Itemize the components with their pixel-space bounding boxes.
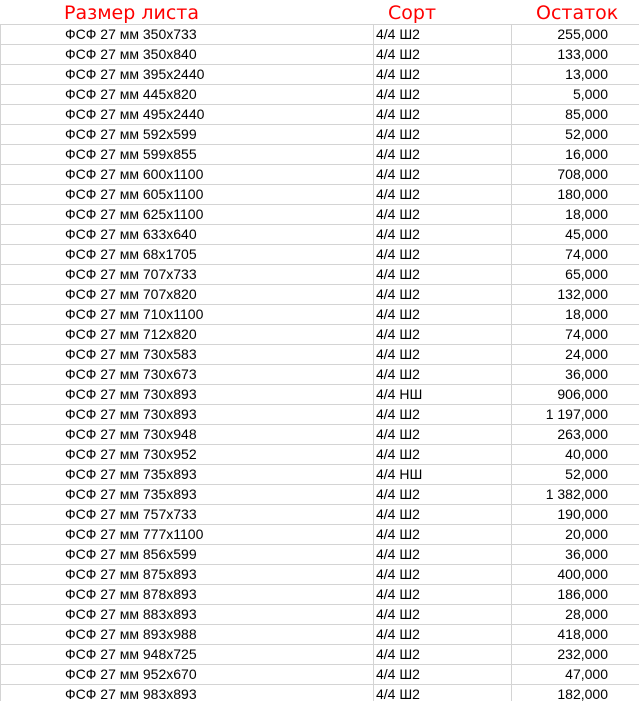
cell-rest[interactable]: 45,000 [511,225,639,244]
cell-rest[interactable]: 36,000 [511,545,639,564]
cell-size[interactable]: ФСФ 27 мм 68x1705 [0,245,373,264]
cell-sort[interactable]: 4/4 Ш2 [373,545,511,564]
cell-rest[interactable]: 85,000 [511,105,639,124]
table-row [0,604,639,624]
cell-rest[interactable]: 263,000 [511,425,639,444]
cell-sort[interactable]: 4/4 Ш2 [373,225,511,244]
table-row [0,164,639,184]
cell-size[interactable]: ФСФ 27 мм 893x988 [0,625,373,644]
cell-sort[interactable]: 4/4 Ш2 [373,325,511,344]
cell-sort[interactable]: 4/4 Ш2 [373,305,511,324]
cell-sort[interactable]: 4/4 НШ [373,385,511,404]
cell-sort[interactable]: 4/4 Ш2 [373,25,511,44]
cell-size[interactable]: ФСФ 27 мм 735x893 [0,465,373,484]
cell-sort[interactable]: 4/4 Ш2 [373,625,511,644]
table-row [0,684,639,701]
table-row [0,304,639,324]
table-row [0,384,639,404]
table-row [0,264,639,284]
table-row [0,644,639,664]
header-rest[interactable]: Остаток [536,2,619,24]
cell-sort[interactable]: 4/4 НШ [373,465,511,484]
cell-sort[interactable]: 4/4 Ш2 [373,405,511,424]
cell-rest[interactable]: 708,000 [511,165,639,184]
table-row [0,404,639,424]
cell-sort[interactable]: 4/4 Ш2 [373,605,511,624]
cell-rest[interactable]: 13,000 [511,65,639,84]
table-row [0,44,639,64]
cell-size[interactable]: ФСФ 27 мм 710x1100 [0,305,373,324]
cell-sort[interactable]: 4/4 Ш2 [373,665,511,684]
cell-sort[interactable]: 4/4 Ш2 [373,105,511,124]
cell-sort[interactable]: 4/4 Ш2 [373,485,511,504]
cell-rest[interactable]: 74,000 [511,325,639,344]
cell-rest[interactable]: 52,000 [511,465,639,484]
cell-rest[interactable]: 190,000 [511,505,639,524]
cell-size[interactable]: ФСФ 27 мм 730x673 [0,365,373,384]
cell-rest[interactable]: 1 382,000 [511,485,639,504]
cell-size[interactable]: ФСФ 27 мм 712x820 [0,325,373,344]
cell-size[interactable]: ФСФ 27 мм 735x893 [0,485,373,504]
cell-sort[interactable]: 4/4 Ш2 [373,585,511,604]
table-row [0,544,639,564]
table-row [0,504,639,524]
cell-rest[interactable]: 186,000 [511,585,639,604]
cell-size[interactable]: ФСФ 27 мм 883x893 [0,605,373,624]
cell-rest[interactable]: 40,000 [511,445,639,464]
table-row [0,624,639,644]
table-row [0,344,639,364]
cell-size[interactable]: ФСФ 27 мм 350x733 [0,25,373,44]
table-row [0,444,639,464]
cell-size[interactable]: ФСФ 27 мм 633x640 [0,225,373,244]
cell-rest[interactable]: 232,000 [511,645,639,664]
cell-size[interactable]: ФСФ 27 мм 757x733 [0,505,373,524]
cell-sort[interactable]: 4/4 Ш2 [373,245,511,264]
table-row [0,464,639,484]
cell-size[interactable]: ФСФ 27 мм 730x952 [0,445,373,464]
cell-size[interactable]: ФСФ 27 мм 878x893 [0,585,373,604]
cell-sort[interactable]: 4/4 Ш2 [373,645,511,664]
cell-size[interactable]: ФСФ 27 мм 599x855 [0,145,373,164]
table-row [0,144,639,164]
cell-rest[interactable]: 24,000 [511,345,639,364]
table-body [0,24,639,701]
table-row [0,284,639,304]
table-row [0,84,639,104]
cell-size[interactable]: ФСФ 27 мм 948x725 [0,645,373,664]
cell-size[interactable]: ФСФ 27 мм 625x1100 [0,205,373,224]
cell-rest[interactable]: 132,000 [511,285,639,304]
table-row [0,364,639,384]
cell-size[interactable]: ФСФ 27 мм 983x893 [0,685,373,701]
cell-sort[interactable]: 4/4 Ш2 [373,165,511,184]
cell-rest[interactable]: 180,000 [511,185,639,204]
cell-rest[interactable]: 1 197,000 [511,405,639,424]
cell-sort[interactable]: 4/4 Ш2 [373,685,511,701]
cell-size[interactable]: ФСФ 27 мм 707x733 [0,265,373,284]
cell-size[interactable]: ФСФ 27 мм 495x2440 [0,105,373,124]
header-size[interactable]: Размер листа [64,2,199,24]
table-row [0,484,639,504]
cell-size[interactable]: ФСФ 27 мм 777x1100 [0,525,373,544]
cell-rest[interactable]: 400,000 [511,565,639,584]
cell-size[interactable]: ФСФ 27 мм 730x893 [0,385,373,404]
cell-rest[interactable]: 18,000 [511,305,639,324]
cell-sort[interactable]: 4/4 Ш2 [373,185,511,204]
cell-size[interactable]: ФСФ 27 мм 952x670 [0,665,373,684]
cell-sort[interactable]: 4/4 Ш2 [373,565,511,584]
cell-rest[interactable]: 36,000 [511,365,639,384]
table-row [0,324,639,344]
cell-size[interactable]: ФСФ 27 мм 856x599 [0,545,373,564]
cell-rest[interactable]: 65,000 [511,265,639,284]
cell-sort[interactable]: 4/4 Ш2 [373,125,511,144]
cell-rest[interactable]: 255,000 [511,25,639,44]
cell-size[interactable]: ФСФ 27 мм 600x1100 [0,165,373,184]
cell-rest[interactable]: 182,000 [511,685,639,701]
cell-sort[interactable]: 4/4 Ш2 [373,285,511,304]
cell-size[interactable]: ФСФ 27 мм 592x599 [0,125,373,144]
cell-sort[interactable]: 4/4 Ш2 [373,205,511,224]
cell-rest[interactable]: 906,000 [511,385,639,404]
cell-size[interactable]: ФСФ 27 мм 350x840 [0,45,373,64]
cell-size[interactable]: ФСФ 27 мм 730x583 [0,345,373,364]
cell-sort[interactable]: 4/4 Ш2 [373,45,511,64]
cell-size[interactable]: ФСФ 27 мм 605x1100 [0,185,373,204]
cell-sort[interactable]: 4/4 Ш2 [373,145,511,164]
table-row [0,204,639,224]
table-row [0,524,639,544]
cell-size[interactable]: ФСФ 27 мм 445x820 [0,85,373,104]
cell-rest[interactable]: 74,000 [511,245,639,264]
cell-sort[interactable]: 4/4 Ш2 [373,365,511,384]
table-row [0,104,639,124]
cell-rest[interactable]: 28,000 [511,605,639,624]
table-row [0,584,639,604]
cell-size[interactable]: ФСФ 27 мм 395x2440 [0,65,373,84]
cell-sort[interactable]: 4/4 Ш2 [373,265,511,284]
cell-sort[interactable]: 4/4 Ш2 [373,85,511,104]
cell-size[interactable]: ФСФ 27 мм 730x893 [0,405,373,424]
cell-sort[interactable]: 4/4 Ш2 [373,525,511,544]
cell-rest[interactable]: 52,000 [511,125,639,144]
cell-sort[interactable]: 4/4 Ш2 [373,505,511,524]
cell-rest[interactable]: 133,000 [511,45,639,64]
table-row [0,224,639,244]
cell-rest[interactable]: 47,000 [511,665,639,684]
table-row [0,124,639,144]
cell-sort[interactable]: 4/4 Ш2 [373,425,511,444]
table-row [0,64,639,84]
table-row [0,244,639,264]
cell-rest[interactable]: 5,000 [511,85,639,104]
header-sort[interactable]: Сорт [388,2,437,24]
table-row [0,564,639,584]
cell-rest[interactable]: 418,000 [511,625,639,644]
cell-sort[interactable]: 4/4 Ш2 [373,65,511,84]
cell-sort[interactable]: 4/4 Ш2 [373,345,511,364]
cell-rest[interactable]: 16,000 [511,145,639,164]
cell-rest[interactable]: 18,000 [511,205,639,224]
header-row [0,0,639,24]
table-row [0,664,639,684]
cell-rest[interactable]: 20,000 [511,525,639,544]
cell-sort[interactable]: 4/4 Ш2 [373,445,511,464]
cell-size[interactable]: ФСФ 27 мм 730x948 [0,425,373,444]
table-row [0,424,639,444]
table-row [0,24,639,44]
cell-size[interactable]: ФСФ 27 мм 875x893 [0,565,373,584]
table-row [0,184,639,204]
cell-size[interactable]: ФСФ 27 мм 707x820 [0,285,373,304]
